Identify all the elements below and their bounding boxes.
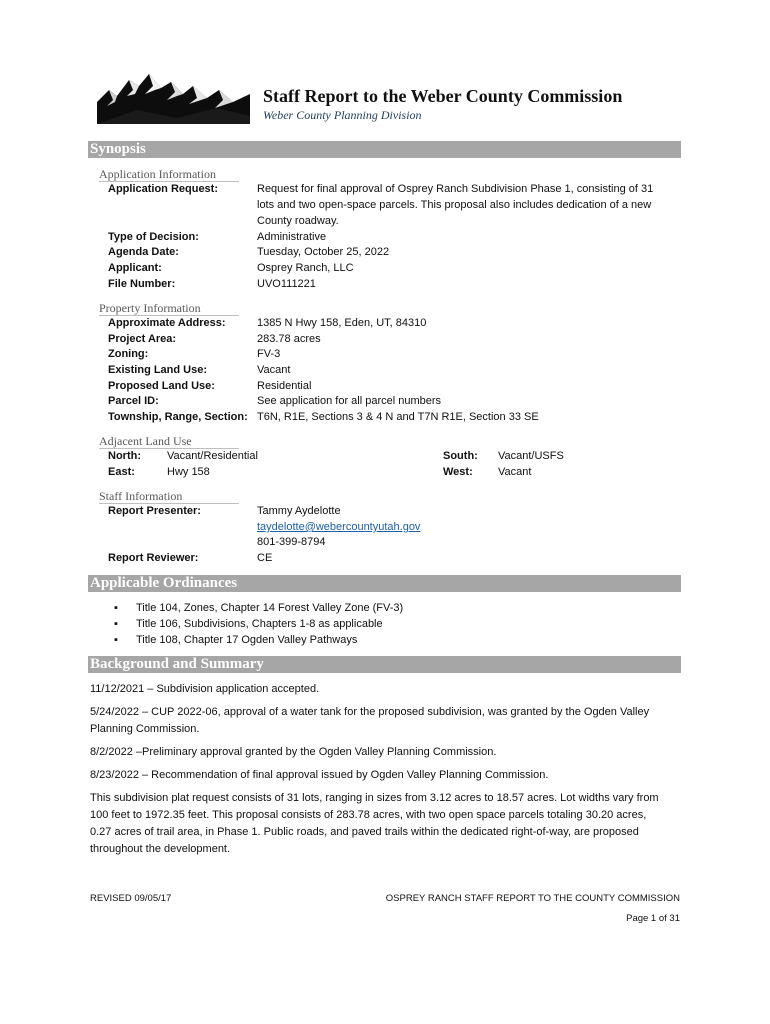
footer-revised: REVISED 09/05/17 (90, 893, 172, 904)
presenter-email-link[interactable]: taydelotte@webercountyutah.gov (257, 521, 421, 533)
staff-info-heading: Staff Information (99, 489, 239, 504)
application-request-line-2: lots and two open-space parcels. This proposal also includes dedication of a new (257, 199, 652, 211)
presenter-phone: 801-399-8794 (257, 536, 326, 548)
square-bullet-icon: ▪ (114, 634, 118, 646)
background-entry-4: 8/23/2022 – Recommendation of final approval issued by Ogden Valley Planning Commission. (90, 769, 549, 781)
south-value: Vacant/USFS (498, 450, 564, 462)
type-of-decision-value: Administrative (257, 231, 327, 243)
property-row-value: FV-3 (257, 348, 281, 360)
summary-line-3: 0.27 acres of trail area, in Phase 1. Public roads, and paved trails within the dedicated right-of-way, are proposed (90, 826, 639, 838)
west-label: West: (443, 466, 473, 478)
report-presenter-name: Tammy Aydelotte (257, 505, 341, 517)
file-number-value: UVO111221 (257, 278, 316, 290)
application-info-heading: Application Information (99, 167, 239, 182)
footer-report-name: OSPREY RANCH STAFF REPORT TO THE COUNTY COMMISSION (385, 893, 680, 904)
north-label: North: (108, 450, 141, 462)
west-value: Vacant (498, 466, 532, 478)
ordinance-item: Title 104, Zones, Chapter 14 Forest Valley Zone (FV-3) (136, 602, 404, 614)
agenda-date-label: Agenda Date: (108, 246, 179, 258)
adjacent-land-use-heading: Adjacent Land Use (99, 434, 239, 449)
property-row-value: T6N, R1E, Sections 3 & 4 N and T7N R1E, Section 33 SE (257, 411, 539, 423)
report-reviewer-value: CE (257, 552, 273, 564)
mountain-logo-icon (97, 72, 250, 124)
summary-line-4: throughout the development. (90, 843, 231, 855)
property-info-heading: Property Information (99, 301, 239, 316)
report-title: Staff Report to the Weber County Commission (263, 86, 623, 106)
report-subtitle: Weber County Planning Division (263, 108, 422, 122)
property-row-value: See application for all parcel numbers (257, 395, 442, 407)
ordinance-item: Title 106, Subdivisions, Chapters 1-8 as applicable (136, 618, 383, 630)
synopsis-heading: Synopsis (88, 141, 681, 158)
property-row-label: Project Area: (108, 333, 177, 345)
file-number-label: File Number: (108, 278, 176, 290)
application-request-line-1: Request for final approval of Osprey Ranch Subdivision Phase 1, consisting of 31 (257, 183, 654, 195)
east-label: East: (108, 466, 135, 478)
north-value: Vacant/Residential (167, 450, 258, 462)
square-bullet-icon: ▪ (114, 618, 118, 630)
property-row-label: Zoning: (108, 348, 149, 360)
application-request-line-3: County roadway. (257, 215, 339, 227)
type-of-decision-label: Type of Decision: (108, 231, 199, 243)
east-value: Hwy 158 (167, 466, 210, 478)
background-entry-2-line-2: Planning Commission. (90, 723, 200, 735)
background-entry-1: 11/12/2021 – Subdivision application accepted. (90, 683, 320, 695)
summary-line-2: 100 feet to 1972.35 feet. This proposal consists of 283.78 acres, with two open space parcels totaling 30.20 acres, (90, 809, 647, 821)
property-row-label: Parcel ID: (108, 395, 159, 407)
background-summary-heading: Background and Summary (88, 656, 681, 673)
property-row-label: Township, Range, Section: (108, 411, 248, 423)
page-number: Page 1 of 31 (626, 913, 680, 924)
summary-line-1: This subdivision plat request consists of 31 lots, ranging in sizes from 3.12 acres to 18.57 acres. Lot widths vary from (90, 792, 659, 804)
ordinance-item: Title 108, Chapter 17 Ogden Valley Pathways (136, 634, 358, 646)
property-row-label: Approximate Address: (108, 317, 226, 329)
applicant-value: Osprey Ranch, LLC (257, 262, 354, 274)
background-entry-3: 8/2/2022 –Preliminary approval granted by the Ogden Valley Planning Commission. (90, 746, 497, 758)
property-row-value: 283.78 acres (257, 333, 321, 345)
applicable-ordinances-heading: Applicable Ordinances (88, 575, 681, 592)
south-label: South: (443, 450, 478, 462)
property-row-value: Residential (257, 380, 312, 392)
report-presenter-label: Report Presenter: (108, 505, 201, 517)
property-row-label: Proposed Land Use: (108, 380, 215, 392)
applicant-label: Applicant: (108, 262, 162, 274)
square-bullet-icon: ▪ (114, 602, 118, 614)
application-request-label: Application Request: (108, 183, 219, 195)
property-row-value: 1385 N Hwy 158, Eden, UT, 84310 (257, 317, 427, 329)
property-row-value: Vacant (257, 364, 291, 376)
report-reviewer-label: Report Reviewer: (108, 552, 199, 564)
agenda-date-value: Tuesday, October 25, 2022 (257, 246, 390, 258)
property-row-label: Existing Land Use: (108, 364, 208, 376)
background-entry-2-line-1: 5/24/2022 – CUP 2022-06, approval of a water tank for the proposed subdivision, was granted by the Ogden Valley (90, 706, 650, 718)
